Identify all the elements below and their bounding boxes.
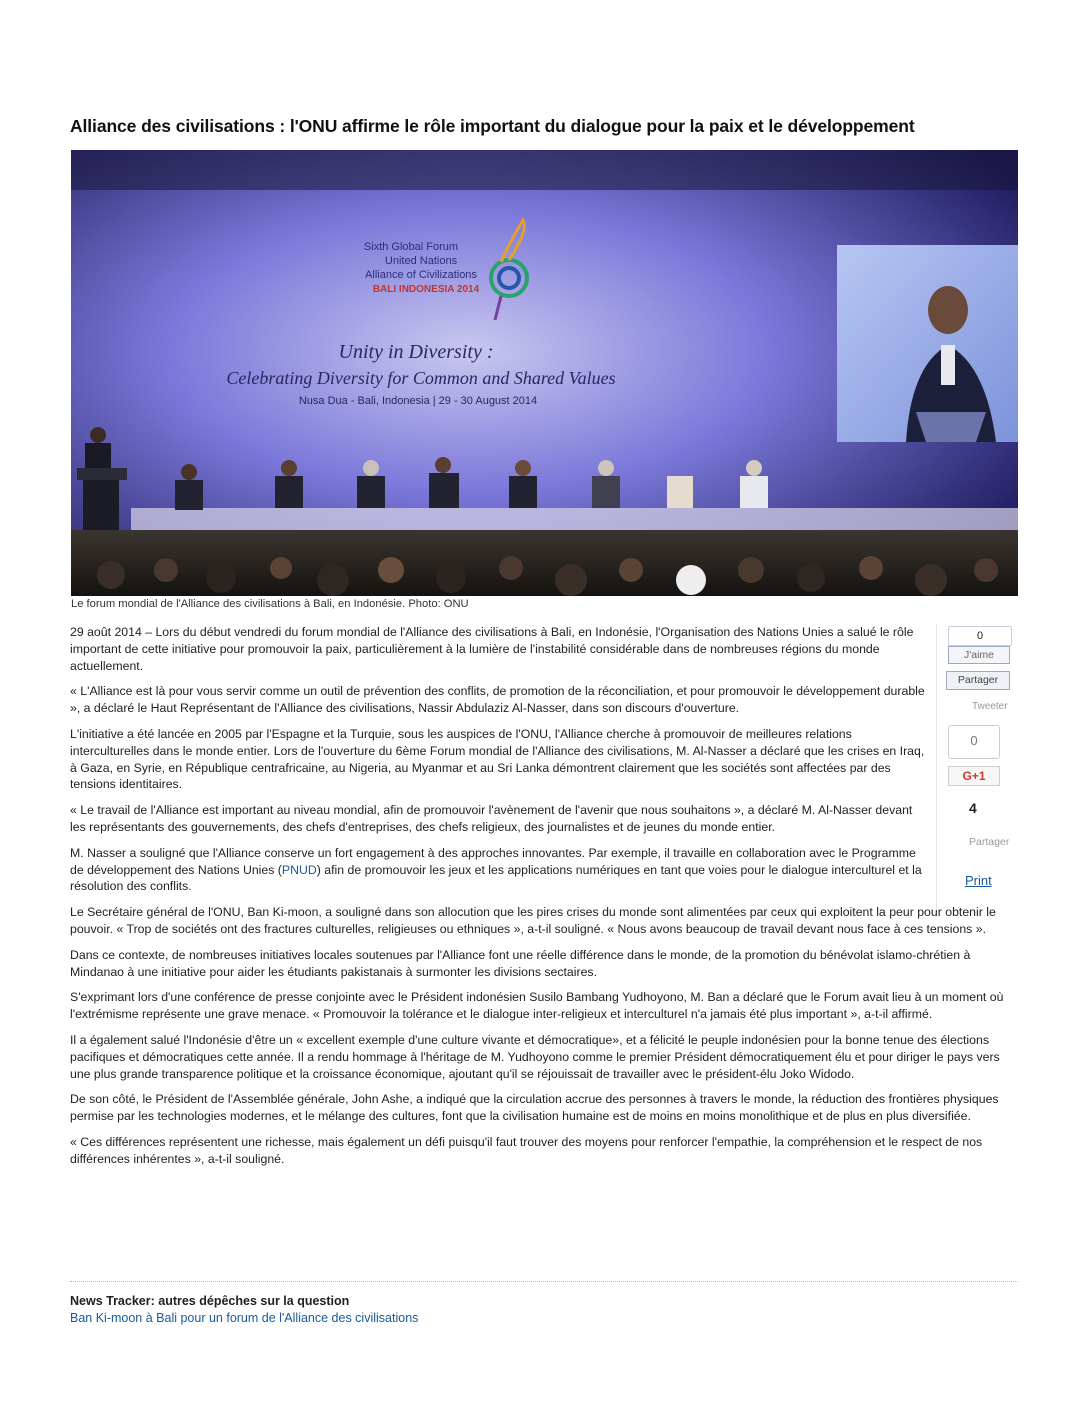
venue-line: Nusa Dua - Bali, Indonesia | 29 - 30 August 2014	[298, 395, 538, 407]
paragraph: Le Secrétaire général de l'ONU, Ban Ki-moon, a souligné dans son allocution que les pires crises du monde sont alimentées par ceux qui exploitent la peur pour obtenir le pouvoir. « Trop de sociétés ont des fractures culturelles, religieuses ou ethniques », a-t-il souligné. « Nous avons beaucoup de travail devant nous face à ces tensions ».	[70, 905, 996, 936]
facebook-share-button[interactable]: Partager	[946, 671, 1010, 690]
slogan-line-1: Unity in Diversity :	[338, 341, 494, 363]
banner-line-1: Sixth Global Forum	[363, 241, 459, 253]
paragraph: S'exprimant lors d'une conférence de presse conjointe avec le Président indonésien Susilo Bambang Yudhoyono, M. Ban a déclaré que le Forum avait lieu à un moment où l'extrémisme représente une grave menace. « Promouvoir la tolérance et le dialogue inter-religieux et interculturel n'a jamais été plus important », a-t-il affirmé.	[70, 990, 1004, 1022]
paragraph: « Ces différences représentent une richesse, mais également un défi puisqu'il faut trouver des moyens pour renforcer l'empathie, la compréhension et le respect de nos différences inhérentes », a-t-il souligné.	[70, 1134, 983, 1166]
pnud-link[interactable]: PNUD	[281, 862, 317, 877]
divider	[70, 1281, 1018, 1282]
share-button[interactable]: Partager	[969, 836, 1010, 848]
paragraph: De son côté, le Président de l'Assemblée générale, John Ashe, a indiqué que la circulation accrue des personnes à travers le monde, la réduction des frontières physiques permise par les technologies modernes, et le mélange des cultures, font que la civilisation humaine est de moins en moins monolithique et de plus en plus diversifiée.	[70, 1092, 999, 1124]
gplus-button[interactable]: G+1	[948, 766, 1000, 786]
paragraph: Dans ce contexte, de nombreuses initiatives locales soutenues par l'Alliance font une réelle différence dans le monde, de la promotion du bénévolat islamo-chrétien à Mindanao à une initiative pour aider les étudiants pakistanais à surmonter les divisions sectaires.	[70, 947, 971, 979]
gplus-count: 0	[948, 725, 1000, 759]
banner-line-2: United Nations	[384, 255, 458, 267]
paragraph-text: M. Nasser a souligné que l'Alliance conserve un fort engagement à des approches innovantes. Par exemple, il travaille en collaboration avec le Programme de développement des Nations Unies (	[70, 845, 916, 877]
print-link[interactable]: Print	[965, 873, 992, 888]
tweet-button[interactable]: Tweeter	[972, 701, 1008, 712]
news-tracker-link[interactable]: Ban Ki-moon à Bali pour un forum de l'Alliance des civilisations	[70, 1311, 419, 1325]
paragraph	[70, 845, 930, 895]
photo-caption: Le forum mondial de l'Alliance des civilisations à Bali, en Indonésie. Photo: ONU	[71, 598, 469, 610]
share-count: 4	[969, 800, 977, 816]
article-photo	[71, 150, 1018, 596]
paragraph: Il a également salué l'Indonésie d'être un « excellent exemple d'une culture vivante et démocratique», et a félicité le peuple indonésien pour la bonne tenue des élections pacifiques et démocratiques cette année. Il a rendu hommage à l'héritage de M. Yudhoyono comme le premier Président démocratiquement élu et pour diriger le pays vers une plus grande transparence politique et la croissance économique, ajoutant qu'il se réjouissait de travailler avec le président-élu Joko Widodo.	[70, 1032, 1000, 1081]
projection-screen	[837, 245, 1018, 442]
paragraph-text: ) afin de promouvoir les jeux et les applications numériques en tant que voies pour le dialogue interculturel et la résolution des conflits.	[70, 862, 922, 894]
banner-line-3: Alliance of Civilizations	[365, 269, 477, 281]
like-button[interactable]: J'aime	[948, 646, 1010, 664]
paragraph: L'initiative a été lancée en 2005 par l'Espagne et la Turquie, sous les auspices de l'ONU, l'Alliance cherche à promouvoir de meilleures relations interculturelles dans le monde entier. Lors de l'ouverture du 6ème Forum mondial de l'Alliance des civilisations, M. Al-Nasser a déclaré que les crises en Iraq, à Gaza, en Syrie, en République centrafricaine, au Nigeria, au Myanmar et au Sri Lanka démontrent clairement que les sociétés sont affectées par des tensions identitaires.	[70, 726, 925, 792]
share-sidebar	[936, 624, 1019, 910]
paragraph: « L'Alliance est là pour vous servir comme un outil de prévention des conflits, de promotion de la réconciliation, et pour promouvoir le développement durable », a déclaré le Haut Représentant de l'Alliance des civilisations, Nassir Abdulaziz Al-Nasser, dans son discours d'ouverture.	[70, 684, 925, 716]
slogan-line-2: Celebrating Diversity for Common and Shared Values	[226, 368, 616, 388]
news-tracker-title: News Tracker: autres dépêches sur la question	[70, 1294, 350, 1308]
like-count: 0	[948, 626, 1012, 646]
banner-line-4: BALI INDONESIA 2014	[372, 284, 480, 295]
paragraph: 29 août 2014 – Lors du début vendredi du forum mondial de l'Alliance des civilisations à Bali, en Indonésie, l'Organisation des Nations Unies a salué le rôle important de cette initiative pour promouvoir la paix, particulièrement à la lumière de l'instabilité considérable dans de nombreuses régions du monde actuellement.	[70, 625, 914, 673]
article-title: Alliance des civilisations : l'ONU affirme le rôle important du dialogue pour la paix et le développement	[70, 116, 915, 136]
paragraph: « Le travail de l'Alliance est important au niveau mondial, afin de promouvoir l'avènement de l'avenir que nous souhaitons », a déclaré M. Al-Nasser devant les représentants des gouvernements, des chefs d'entreprises, des chefs religieux, des journalistes et de jeunes du monde entier.	[70, 803, 913, 834]
article-body	[70, 624, 1018, 1177]
